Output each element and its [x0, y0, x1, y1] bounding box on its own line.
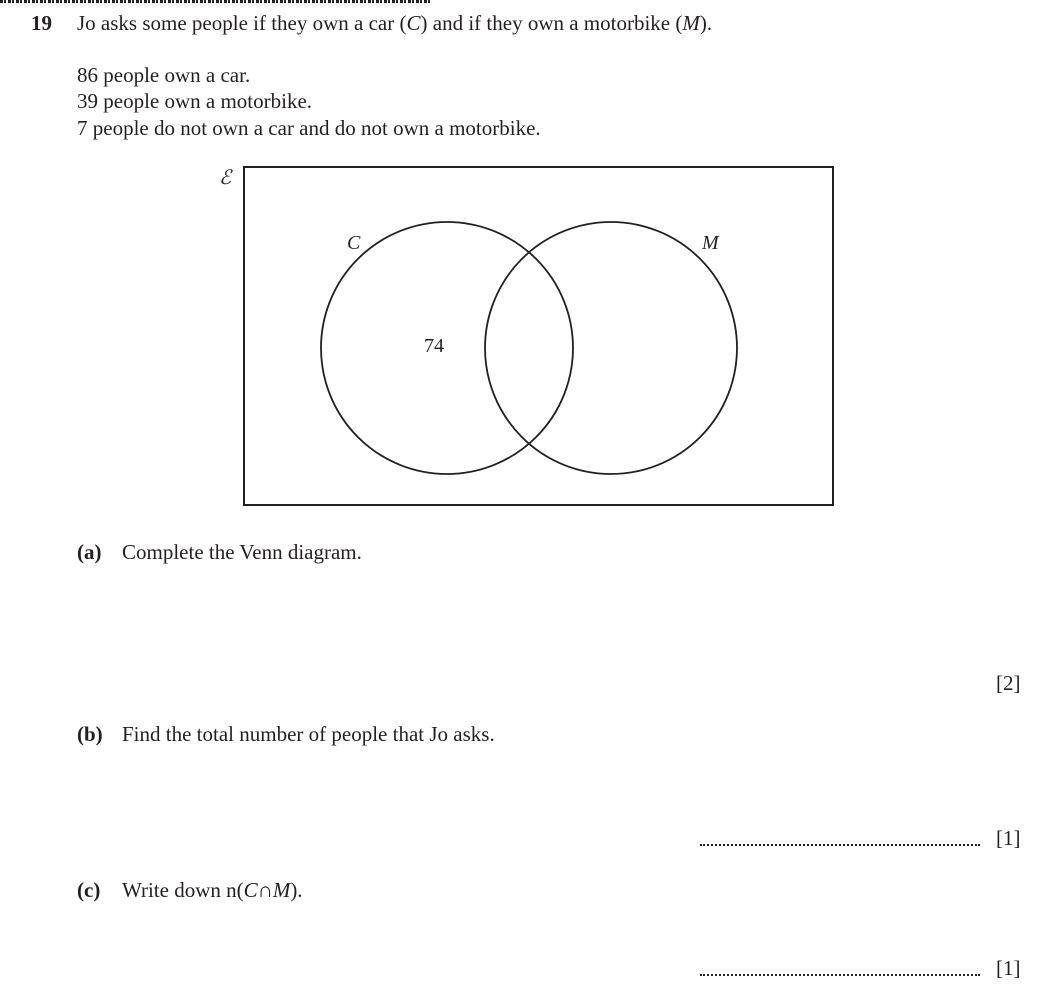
part-c-letter: (c)	[77, 878, 101, 902]
part-a-text: Complete the Venn diagram.	[122, 540, 362, 564]
part-c-answer-line[interactable]	[700, 974, 980, 976]
part-b-text: Find the total number of people that Jo asks.	[122, 722, 495, 746]
part-a-letter: (a)	[77, 540, 102, 564]
fact-car-owners: 86 people own a car.	[77, 63, 251, 87]
universal-set-rectangle	[244, 167, 833, 505]
fact-motorbike-owners: 39 people own a motorbike.	[77, 89, 313, 113]
set-c-circle	[321, 222, 573, 474]
set-m-label: M	[702, 232, 719, 254]
universal-set-symbol: ℰ	[219, 167, 232, 189]
part-b-marks: [1]	[996, 826, 1021, 850]
set-m-circle	[485, 222, 737, 474]
set-c-label: C	[347, 232, 361, 254]
part-c-text: Write down n(C∩M).	[122, 878, 303, 902]
part-b-answer-line[interactable]	[700, 844, 980, 846]
fact-neither: 7 people do not own a car and do not own a motorbike.	[77, 116, 541, 140]
part-a-marks: [2]	[996, 671, 1021, 695]
region-c-only-value: 74	[424, 335, 444, 357]
part-c-marks: [1]	[996, 956, 1021, 980]
part-b-letter: (b)	[77, 722, 103, 746]
question-stem: Jo asks some people if they own a car (C) and if they own a motorbike (M).	[77, 11, 713, 35]
question-number: 19	[31, 11, 52, 35]
